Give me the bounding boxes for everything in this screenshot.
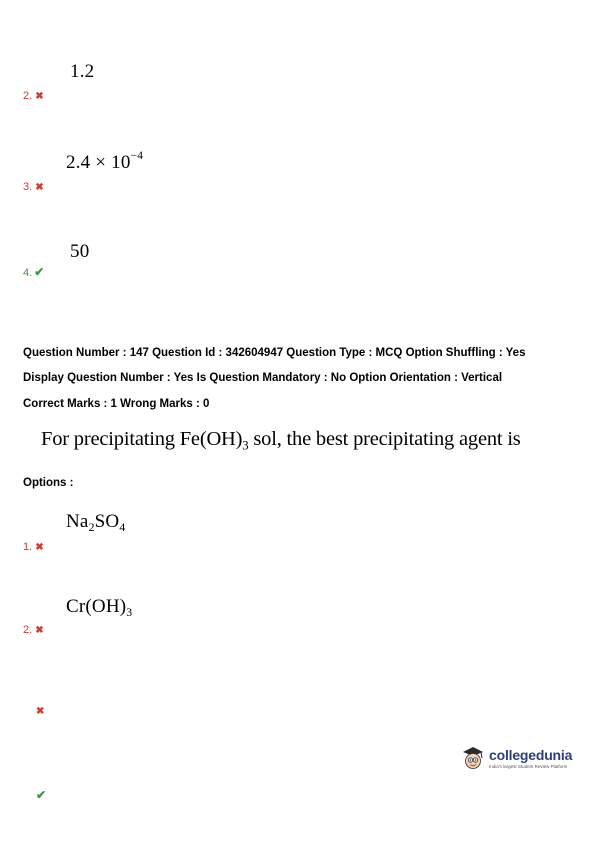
question-subscript: 3 [242,438,249,453]
option-number-label: 4. [23,267,33,279]
option-value-1-2: 1.2 [70,61,95,82]
value-base: 2.4 × 10 [66,152,131,174]
wrong-mark-icon: ✖ [35,542,44,553]
option-number-label: 3. [23,181,33,193]
question-meta-line2: Display Question Number : Yes Is Question Mandatory : No Option Orientation : Vertical [23,372,503,384]
option-value-scientific [66,150,143,174]
wrong-mark-icon: ✖ [35,182,44,193]
wrong-mark-icon: ✖ [35,625,44,636]
option-number [23,624,44,636]
check-mark-icon: ✔ [34,265,45,279]
question-text-post: sol, the best precipitating agent is [248,428,521,450]
option-value-50: 50 [70,241,90,262]
formula-subscript: 4 [119,521,126,535]
check-mark-icon: ✔ [36,788,47,802]
collegedunia-logo [460,744,572,772]
option-number-label: 2. [23,624,33,636]
option-number [23,90,44,102]
option-number [34,788,46,802]
question-text-pre: For precipitating Fe(OH) [41,428,243,450]
wrong-mark-icon: ✖ [36,706,45,717]
option-value-na2so4 [66,511,125,535]
option-number [23,541,44,553]
formula-subscript: 3 [126,606,133,620]
option-number [23,265,44,279]
formula-part: Na [66,511,89,532]
option-number-label: 2. [23,90,33,102]
logo-tagline: India's largest Student Review Platform [489,764,568,769]
option-value-croh3 [66,596,132,620]
option-number [23,181,44,193]
value-exponent: −4 [130,150,144,162]
options-label: Options : [23,477,74,489]
wrong-mark-icon: ✖ [35,91,44,102]
question-meta-line1: Question Number : 147 Question Id : 342604947 Question Type : MCQ Option Shuffling : Yes [23,347,526,359]
formula-part: SO [94,511,120,532]
option-number [33,705,44,717]
student-mascot-icon [460,744,486,772]
question-meta-line3: Correct Marks : 1 Wrong Marks : 0 [23,398,210,410]
formula-part: Cr(OH) [66,596,127,617]
logo-name: collegedunia [489,747,573,763]
option-number-label: 1. [23,541,33,553]
formula-subscript: 2 [88,521,95,535]
question-text [41,428,521,453]
